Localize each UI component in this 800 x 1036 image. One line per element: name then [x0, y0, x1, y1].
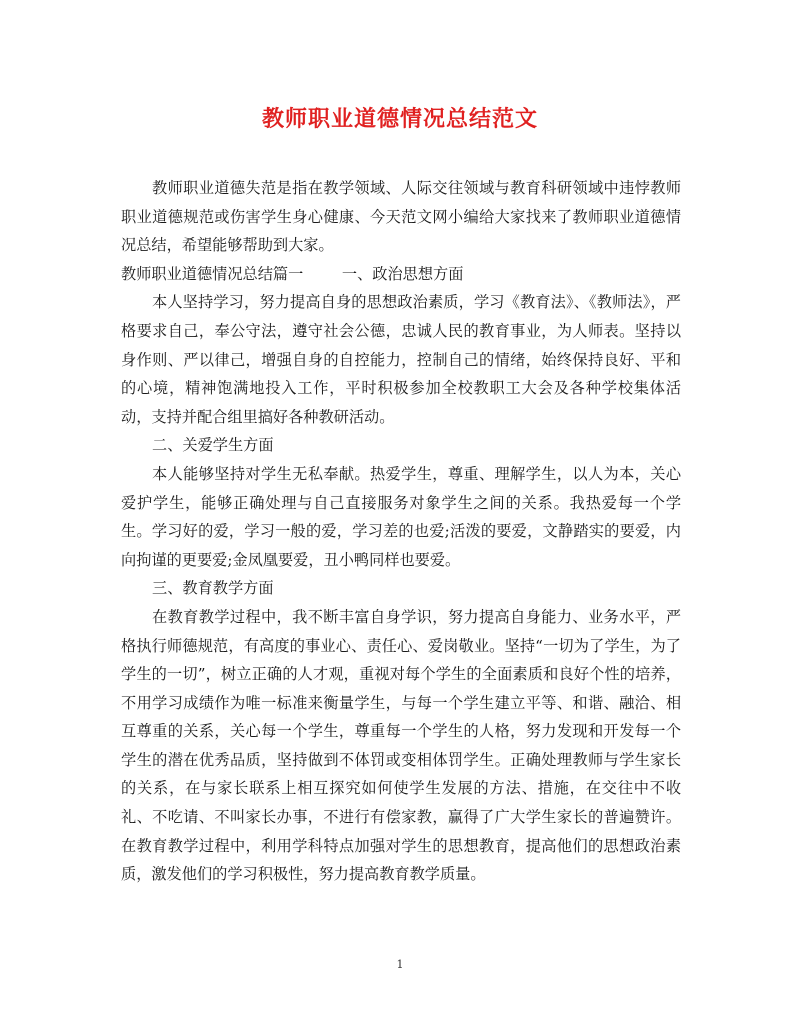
- section2-paragraph: 本人能够坚持对学生无私奉献。热爱学生，尊重、理解学生，以人为本，关心爱护学生，能够正确处理与自己直接服务对象学生之间的关系。我热爱每一个学生。学习好的爱，学习一般的爱，学习差的也爱;活泼的要爱，文静踏实的要爱，内向拘谨的更要爱;金凤凰要爱，丑小鸭同样也要爱。: [121, 464, 681, 569]
- intro-paragraph: 教师职业道德失范是指在教学领域、人际交往领域与教育科研领域中违悖教师职业道德规范或伤害学生身心健康、今天范文网小编给大家找来了教师职业道德情况总结，希望能够帮助到大家。: [121, 179, 681, 255]
- section2-heading: 二、关爱学生方面: [152, 436, 274, 455]
- section1-heading: 一、政治思想方面: [341, 264, 464, 283]
- section1-paragraph: 本人坚持学习，努力提高自身的思想政治素质，学习《教育法》、《教师法》，严格要求自己，奉公守法，遵守社会公德，忠诚人民的教育事业，为人师表。坚持以身作则、严以律己，增强自身的自控能力，控制自己的情绪，始终保持良好、平和的心境，精神饱满地投入工作，平时积极参加全校教职工大会及各种学校集体活动，支持并配合组里搞好各种教研活动。: [121, 293, 681, 426]
- section3-paragraph: 在教育教学过程中，我不断丰富自身学识，努力提高自身能力、业务水平，严格执行师德规范，有高度的事业心、责任心、爱岗敬业。坚持“一切为了学生，为了学生的一切”，树立正确的人才观，重视对每个学生的全面素质和良好个性的培养，不用学习成绩作为唯一标准来衡量学生，与每一个学生建立平等、和谐、融洽、相互尊重的关系，关心每一个学生，尊重每一个学生的人格，努力发现和开发每一个学生的潜在优秀品质，坚持做到不体罚或变相体罚学生。正确处理教师与学生家长的关系，在与家长联系上相互探究如何使学生发展的方法、措施，在交往中不收礼、不吃请、不叫家长办事，不进行有偿家教，赢得了广大学生家长的普遍赞许。在教育教学过程中，利用学科特点加强对学生的思想教育，提高他们的思想政治素质，激发他们的学习积极性，努力提高教育教学质量。: [121, 607, 681, 884]
- document-body: [121, 174, 681, 889]
- document-title: 教师职业道德情况总结范文: [261, 106, 538, 132]
- part-heading: 教师职业道德情况总结篇一: [121, 264, 304, 283]
- part-heading-line: [121, 260, 681, 289]
- section3-heading: 三、教育教学方面: [152, 579, 274, 598]
- page-number: 1: [396, 958, 404, 971]
